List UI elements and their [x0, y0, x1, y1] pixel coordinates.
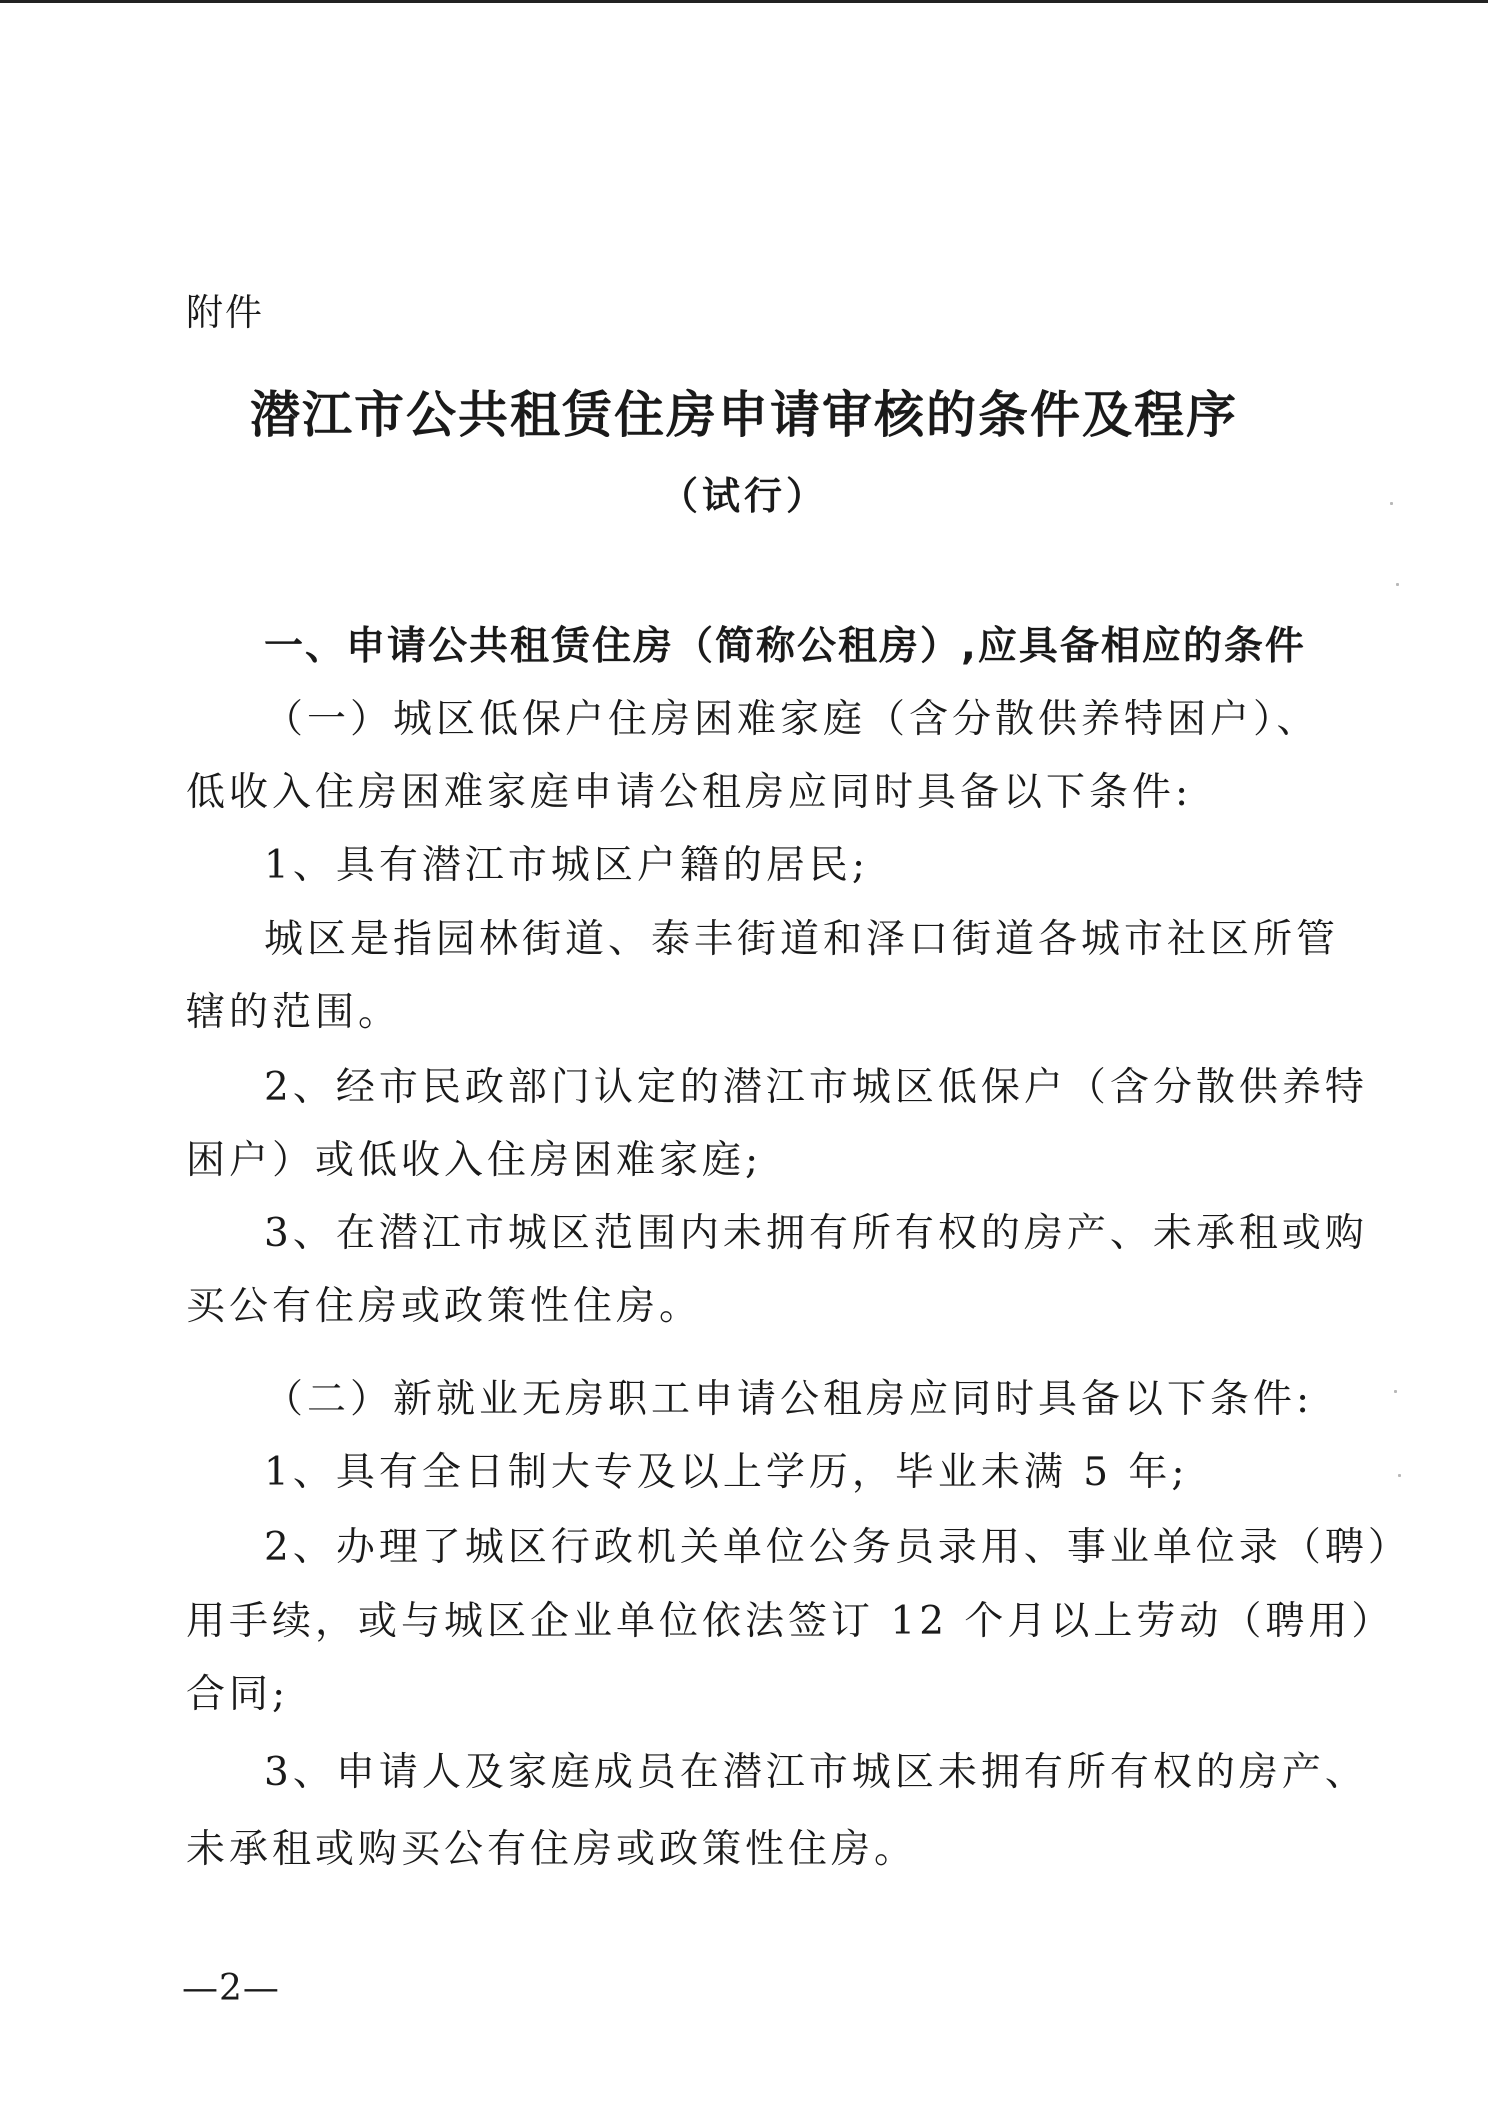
document-subtitle: （试行） [659, 473, 828, 518]
scan-speck [1390, 502, 1393, 505]
paragraph-line: 未承租或购买公有住房或政策性住房。 [186, 1827, 918, 1872]
paragraph-line: 2、办理了城区行政机关单位公务员录用、事业单位录（聘） [264, 1525, 1411, 1570]
paragraph-line: 城区是指园林街道、泰丰街道和泽口街道各城市社区所管 [264, 917, 1340, 962]
scan-speck [1398, 1474, 1401, 1477]
page-number: —2— [182, 1968, 280, 2009]
top-border-rule [0, 0, 1488, 3]
subsection-heading-2: （二）新就业无房职工申请公租房应同时具备以下条件: [264, 1377, 1314, 1422]
scan-speck [1394, 1390, 1397, 1393]
paragraph-line: 3、申请人及家庭成员在潜江市城区未拥有所有权的房产、 [264, 1750, 1368, 1795]
paragraph-line: 用手续，或与城区企业单位依法签订 12 个月以上劳动（聘用） [186, 1599, 1395, 1644]
paragraph-line: （一）城区低保户住房困难家庭（含分散供养特困户）、 [264, 697, 1320, 742]
paragraph-line: 买公有住房或政策性住房。 [186, 1284, 703, 1329]
attachment-label: 附件 [186, 291, 264, 334]
paragraph-line: 困户）或低收入住房困难家庭; [186, 1138, 763, 1183]
document-title: 潜江市公共租赁住房申请审核的条件及程序 [250, 385, 1238, 444]
paragraph-line: 辖的范围。 [186, 990, 402, 1035]
scan-speck [1396, 583, 1399, 586]
section-heading-1: 一、申请公共租赁住房（简称公租房）,应具备相应的条件 [264, 624, 1306, 669]
paragraph-line: 1、具有全日制大专及以上学历，毕业未满 5 年; [264, 1450, 1189, 1495]
paragraph-line: 3、在潜江市城区范围内未拥有所有权的房产、未承租或购 [264, 1211, 1368, 1256]
paragraph-line: 合同; [186, 1672, 290, 1717]
paragraph-line: 低收入住房困难家庭申请公租房应同时具备以下条件: [186, 770, 1193, 815]
paragraph-line: 1、具有潜江市城区户籍的居民; [264, 843, 869, 888]
paragraph-line: 2、经市民政部门认定的潜江市城区低保户（含分散供养特 [264, 1065, 1368, 1110]
